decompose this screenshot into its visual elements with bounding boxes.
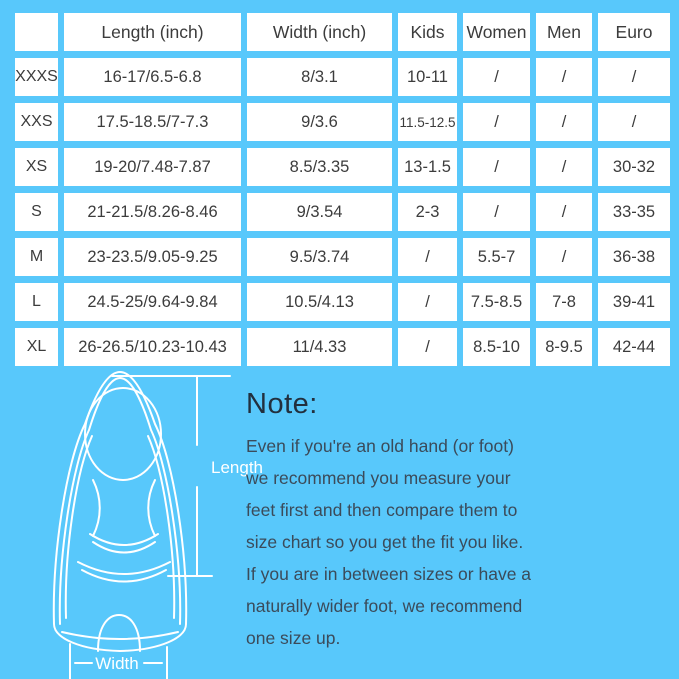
table-cell: 16-17/6.5-6.8 bbox=[64, 58, 241, 96]
table-cell: 11/4.33 bbox=[247, 328, 392, 366]
note-line: naturally wider foot, we recommend bbox=[246, 596, 523, 616]
fin-heel-band1 bbox=[78, 562, 170, 574]
header-cell: Euro bbox=[598, 13, 670, 51]
fin-bottom-inner-edge bbox=[62, 632, 178, 639]
table-cell: / bbox=[398, 238, 457, 276]
table-cell: 39-41 bbox=[598, 283, 670, 321]
table-cell: 7.5-8.5 bbox=[463, 283, 530, 321]
header-cell bbox=[15, 13, 58, 51]
table-cell: 24.5-25/9.64-9.84 bbox=[64, 283, 241, 321]
table-cell: 26-26.5/10.23-10.43 bbox=[64, 328, 241, 366]
fin-heel-tab bbox=[98, 615, 140, 651]
table-cell: 8-9.5 bbox=[536, 328, 592, 366]
fin-instep-arc1 bbox=[90, 534, 158, 545]
row-size-label: M bbox=[15, 238, 58, 276]
table-cell: 8.5/3.35 bbox=[247, 148, 392, 186]
table-cell: / bbox=[536, 58, 592, 96]
header-cell: Width (inch) bbox=[247, 13, 392, 51]
table-cell: 36-38 bbox=[598, 238, 670, 276]
header-cell: Men bbox=[536, 13, 592, 51]
row-size-label: S bbox=[15, 193, 58, 231]
row-size-label: XXS bbox=[15, 103, 58, 141]
fin-outline-illustration bbox=[40, 366, 270, 679]
row-size-label: XL bbox=[15, 328, 58, 366]
table-cell: 9/3.54 bbox=[247, 193, 392, 231]
header-cell: Length (inch) bbox=[64, 13, 241, 51]
table-cell: 8/3.1 bbox=[247, 58, 392, 96]
table-cell: 30-32 bbox=[598, 148, 670, 186]
table-cell: 10.5/4.13 bbox=[247, 283, 392, 321]
fin-diagram bbox=[40, 366, 270, 679]
fin-foot-opening bbox=[85, 388, 161, 480]
table-cell: / bbox=[398, 328, 457, 366]
table-cell: 21-21.5/8.26-8.46 bbox=[64, 193, 241, 231]
table-cell: 13-1.5 bbox=[398, 148, 457, 186]
fin-instep-right bbox=[148, 480, 155, 536]
table-cell: / bbox=[398, 283, 457, 321]
table-cell: / bbox=[598, 103, 670, 141]
size-chart-table bbox=[15, 13, 670, 366]
header-cell: Kids bbox=[398, 13, 457, 51]
row-size-label: L bbox=[15, 283, 58, 321]
table-cell: 9.5/3.74 bbox=[247, 238, 392, 276]
note-section bbox=[246, 388, 666, 654]
table-cell: 5.5-7 bbox=[463, 238, 530, 276]
header-cell: Women bbox=[463, 13, 530, 51]
table-cell: 9/3.6 bbox=[247, 103, 392, 141]
table-cell: 11.5-12.5 bbox=[398, 103, 457, 141]
table-cell: 7-8 bbox=[536, 283, 592, 321]
note-line: size chart so you get the fit you like. bbox=[246, 532, 524, 552]
table-cell: / bbox=[598, 58, 670, 96]
table-cell: 8.5-10 bbox=[463, 328, 530, 366]
length-label: Length bbox=[211, 458, 263, 477]
table-cell: 2-3 bbox=[398, 193, 457, 231]
fin-heel-band2 bbox=[82, 570, 166, 582]
table-cell: / bbox=[536, 103, 592, 141]
fin-instep-arc2 bbox=[93, 542, 155, 553]
table-cell: 42-44 bbox=[598, 328, 670, 366]
table-cell: 33-35 bbox=[598, 193, 670, 231]
note-heading: Note: bbox=[246, 388, 318, 420]
note-line: we recommend you measure your bbox=[246, 468, 511, 488]
table-cell: / bbox=[463, 58, 530, 96]
table-cell: / bbox=[463, 148, 530, 186]
note-line: Even if you're an old hand (or foot) bbox=[246, 436, 514, 456]
table-cell: 19-20/7.48-7.87 bbox=[64, 148, 241, 186]
table-cell: 17.5-18.5/7-7.3 bbox=[64, 103, 241, 141]
table-cell: / bbox=[536, 238, 592, 276]
table-cell: / bbox=[536, 148, 592, 186]
width-label: Width bbox=[95, 654, 139, 673]
table-cell: / bbox=[463, 193, 530, 231]
note-line: one size up. bbox=[246, 628, 341, 648]
row-size-label: XS bbox=[15, 148, 58, 186]
note-line: If you are in between sizes or have a bbox=[246, 564, 532, 584]
table-cell: / bbox=[463, 103, 530, 141]
table-cell: / bbox=[536, 193, 592, 231]
note-line: feet first and then compare them to bbox=[246, 500, 518, 520]
fin-inner-rail-left bbox=[66, 436, 92, 618]
fin-instep-left bbox=[93, 480, 100, 536]
fin-inner-rail bbox=[60, 378, 180, 624]
table-cell: 23-23.5/9.05-9.25 bbox=[64, 238, 241, 276]
row-size-label: XXXS bbox=[15, 58, 58, 96]
table-cell: 10-11 bbox=[398, 58, 457, 96]
